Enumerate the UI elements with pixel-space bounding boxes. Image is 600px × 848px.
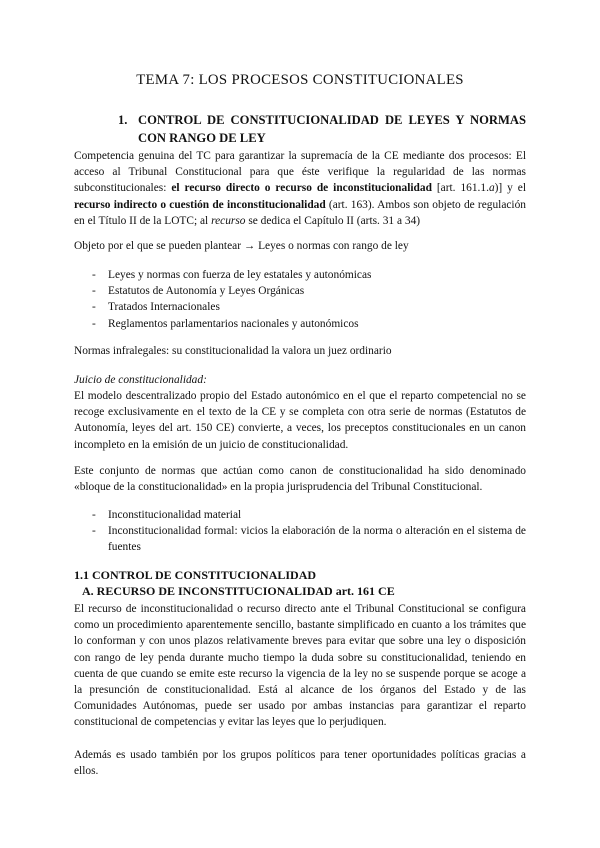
- inconstitucionalidad-list: [74, 507, 526, 556]
- intro-paragraph: Competencia genuina del TC para garantizar la supremacía de la CE mediante dos procesos: El acceso al Tribunal Constitucional para que éste verifique la regularidad de las normas subconstitucionales: el recurso directo o recurso de inconstitucionalidad [art. 161.1.a)] y el recurso indirecto o cuestión de inconstitucionalidad (art. 163). Ambos son objeto de regulación en el Título II de la LOTC; al recurso se dedica el Capítulo II (arts. 31 a 34): [74, 150, 527, 227]
- bold-term-recurso-directo: el recurso directo o recurso de inconstitucionalidad: [171, 182, 432, 195]
- section-heading-a: A. RECURSO DE INCONSTITUCIONALIDAD art. 161 CE: [82, 584, 395, 598]
- recurso-paragraph: El recurso de inconstitucionalidad o recurso directo ante el Tribunal Constitucional se configura como un procedimiento aparentemente sencillo, bastante simplificado en cuanto a los trámites que lo conforman y con unos plazos relativamente breves para evitar que sobre una ley o disposición con rango de ley penda durante mucho tiempo la duda sobre su constitucionalidad, teniendo en cuenta de que cuando se emite este recurso la vigencia de la ley no se suspende porque se acoge a la presunción de constitucionalidad. Está al alcance de los órganos del Estado y de las Comunidades Autónomas, puede ser usado por ambas instancias para garantizar el reparto constitucional de competencias y evitar las leyes que lo perjudiquen.: [74, 603, 526, 729]
- bold-term-recurso-indirecto: recurso indirecto o cuestión de inconstitucionalidad: [74, 198, 326, 211]
- juicio-paragraph: El modelo descentralizado propio del Estado autonómico en el que el reparto competencial no se recoge exclusivamente en el texto de la CE y se completa con otra serie de normas (Estatutos de Autonomía, leyes del art. 150 CE) convierte, a veces, los preceptos constitucionales en un canon incompleto en la emisión de un juicio de constitucionalidad.: [74, 390, 526, 451]
- list-item: - Estatutos de Autonomía y Leyes Orgánicas: [74, 283, 526, 299]
- section-heading-1-1: 1.1 CONTROL DE CONSTITUCIONALIDAD: [74, 568, 317, 582]
- grupos-paragraph: Además es usado también por los grupos políticos para tener oportunidades políticas gracias a ellos.: [74, 749, 526, 778]
- list-item: - Inconstitucionalidad material: [74, 507, 526, 523]
- list-item: - Tratados Internacionales: [74, 299, 526, 315]
- infralegales-paragraph: Normas infralegales: su constitucionalidad la valora un juez ordinario: [74, 345, 392, 357]
- objeto-paragraph: Objeto por el que se pueden plantear → Leyes o normas con rango de ley: [74, 240, 409, 252]
- page-title: TEMA 7: LOS PROCESOS CONSTITUCIONALES: [136, 72, 464, 88]
- bloque-paragraph: Este conjunto de normas que actúan como canon de constitucionalidad ha sido denominado «bloque de la constitucionalidad» en la propia jurisprudencia del Tribunal Constitucional.: [74, 465, 526, 494]
- list-item: - Inconstitucionalidad formal: vicios la elaboración de la norma o alteración en el sistema de fuentes: [74, 523, 526, 555]
- section-number: 1.: [118, 113, 128, 127]
- objeto-list: [74, 267, 526, 332]
- section-heading-text: CONTROL DE CONSTITUCIONALIDAD DE LEYES Y NORMAS CON RANGO DE LEY: [138, 113, 526, 145]
- section-heading-1: [74, 111, 526, 147]
- italic-subheading: Juicio de constitucionalidad:: [74, 374, 207, 386]
- list-item: - Reglamentos parlamentarios nacionales y autonómicos: [74, 316, 526, 332]
- list-item: - Leyes y normas con fuerza de ley estatales y autonómicas: [74, 267, 526, 283]
